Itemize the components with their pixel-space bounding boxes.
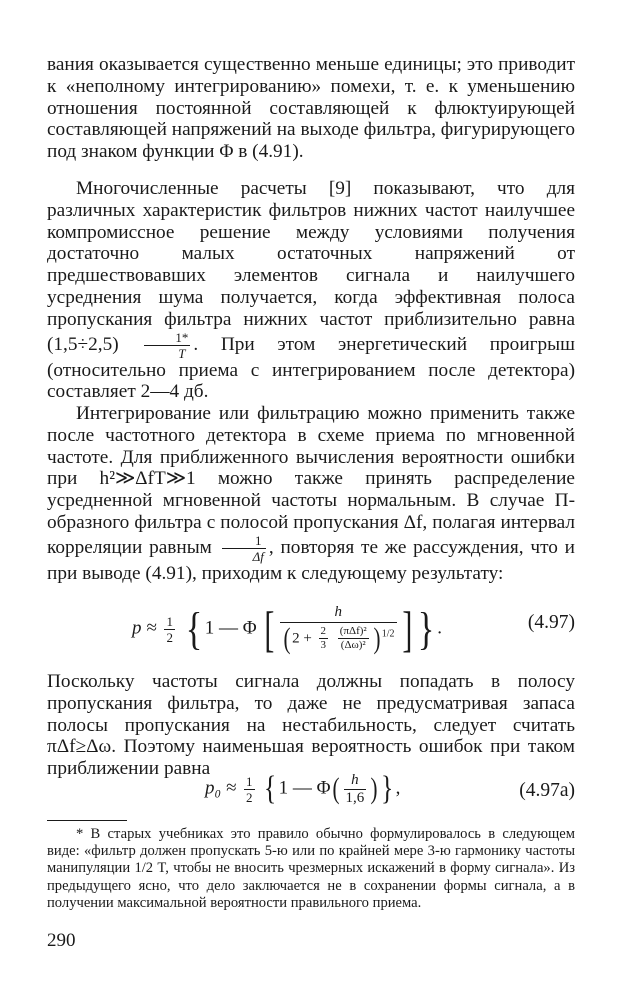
paragraph-1: вания оказывается существенно меньше единицы; это приводит к «неполному интегрированию» помехи, т. е. к уменьшению отношения постоянной составляющей к флюктуирующей составляющей напряжений на выходе фильтра, фигурирующего под знаком функции Φ в (4.91). bbox=[47, 54, 575, 163]
paragraph-3-text: Интегрирование или фильтрацию можно применить также после частотного детектора в схеме приема по мгновенной частоте. Для приближенного вычисления вероятности ошибки при h²≫ΔfT≫1 можно также принять распределение усредненной мгновенной частоты нормальным. В случае П-образного фильтра с полосой пропускания Δf, полагая интервал корреляции равным bbox=[47, 403, 575, 558]
eq1-right-brace: } bbox=[417, 603, 435, 654]
eq1-half-num: 1 bbox=[166, 613, 173, 629]
eq1-main-fraction bbox=[280, 605, 396, 654]
eq2-left-brace: { bbox=[264, 770, 277, 807]
paragraph-4: Поскольку частоты сигнала должны попадать в полосу пропускания фильтра, то даже не предусматривая запаса полосы пропускания на нестабильность, следует считать πΔf≥Δω. Поэтому наименьшая вероятность ошибок при таком приближении равна bbox=[47, 671, 575, 780]
paragraph-2-text: Многочисленные расчеты [9] показывают, что для различных характеристик фильтров нижних частот наилучшее компромиссное решение между условиями получения достаточно малых остаточных напряжений от предшествовавших элементов сигнала и наилучшего усреднения шума получается, когда эффективная полоса пропускания фильтра нижних частот приблизительно равна (1,5÷2,5) bbox=[47, 178, 575, 355]
fraction-1-over-t bbox=[144, 331, 190, 360]
eq2-right-brace: } bbox=[381, 770, 394, 807]
eq1-power: 1/2 bbox=[381, 627, 395, 639]
footnote: * В старых учебниках это правило обычно формулировалось в следующем виде: «фильтр должен пропускать 5-ю или по крайней мере 3-ю гармонику частоты манипуляции 1/2 T, чтобы не вносить чрезмерных искажений в форму сигнала». Из предыдущего ясно, что дело заключается не в сохранении формы сигнала, а в получении максимальной вероятности правильного приема. bbox=[47, 826, 575, 911]
eq1-two-thirds bbox=[319, 626, 329, 651]
eq1-dw: (Δω)² bbox=[340, 639, 366, 651]
eq2-one-minus-phi: 1 — Φ bbox=[278, 777, 331, 799]
eq1-denominator bbox=[280, 623, 396, 654]
eq2-half bbox=[244, 775, 255, 804]
equation-4-97 bbox=[47, 600, 575, 660]
eq1-half-den: 2 bbox=[166, 629, 173, 645]
page-number: 290 bbox=[47, 930, 76, 951]
eq1-two: 2 bbox=[320, 625, 327, 637]
fraction-numerator: 1 bbox=[222, 534, 266, 549]
eq1-lhs: p ≈ bbox=[132, 617, 157, 639]
eq1-one-minus-phi: 1 — Φ bbox=[204, 617, 257, 639]
eq1-right-bracket: ] bbox=[401, 601, 412, 657]
eq2-left-paren: ( bbox=[332, 772, 340, 805]
eq1-half bbox=[164, 615, 175, 644]
fraction-numerator: 1* bbox=[144, 331, 190, 346]
eq2-end: , bbox=[395, 777, 401, 799]
eq2-half-den: 2 bbox=[246, 789, 253, 805]
fraction-denominator: T bbox=[178, 345, 186, 361]
eq1-pi-df: (πΔf)² bbox=[339, 625, 367, 637]
eq2-val: 1,6 bbox=[345, 789, 365, 806]
eq2-h: h bbox=[344, 773, 367, 790]
paragraph-3 bbox=[47, 403, 575, 585]
eq2-lhs: p₀ ≈ bbox=[205, 777, 237, 799]
eq1-number: (4.97) bbox=[527, 612, 575, 633]
equation-4-97a bbox=[47, 772, 575, 818]
footnote-rule bbox=[47, 820, 127, 821]
eq1-end: . bbox=[437, 617, 442, 639]
eq2-right-paren: ) bbox=[370, 772, 378, 805]
eq1-left-brace: { bbox=[185, 603, 203, 654]
eq1-right-paren: ) bbox=[373, 621, 381, 655]
eq1-left-paren: ( bbox=[283, 621, 291, 655]
eq1-left-bracket: [ bbox=[264, 601, 275, 657]
eq2-half-num: 1 bbox=[246, 773, 253, 789]
eq1-h: h bbox=[280, 605, 396, 623]
eq1-ratio bbox=[338, 626, 369, 651]
eq2-fraction bbox=[344, 773, 367, 806]
fraction-denominator: Δf bbox=[252, 548, 264, 564]
eq1-inner: 2 + bbox=[292, 629, 312, 646]
paragraph-3-tail: , повторяя те же рассуждения, что и при выводе (4.91), приходим к следующему результату: bbox=[47, 536, 575, 584]
paragraph-2-tail: . При этом энергетический проигрыш (относительно приема с интегрированием после детектора) составляет 2—4 дб. bbox=[47, 333, 575, 403]
fraction-1-over-df bbox=[222, 534, 266, 563]
paragraph-2 bbox=[47, 178, 575, 403]
eq2-number: (4.97a) bbox=[519, 780, 575, 801]
eq1-three: 3 bbox=[320, 639, 327, 651]
